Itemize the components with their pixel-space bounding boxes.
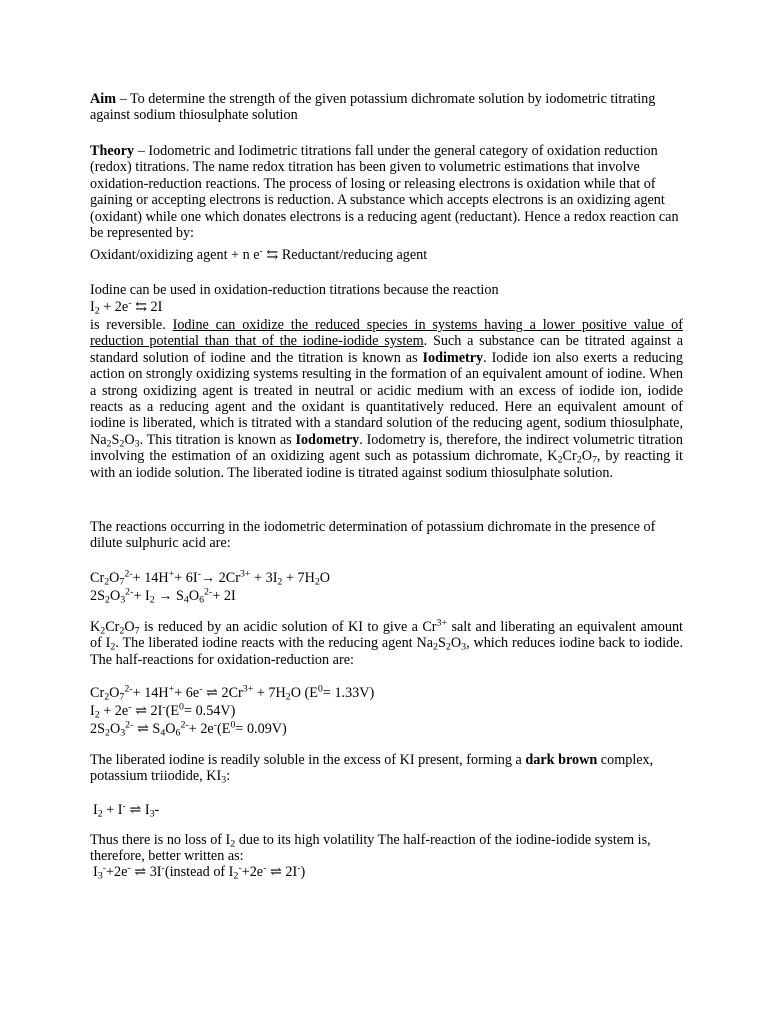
aim-text: – To determine the strength of the given potassium dichromate solution by iodometric titrating against sodium thiosulphate solution [90,91,656,124]
term-iodometry: Iodometry [295,431,360,448]
triiodide-paragraph: The liberated iodine is readily soluble in the excess of KI present, forming a dark brown complex, potassium triiodide, $KI_3$: [90,752,654,786]
half-reaction-thiosulphate: $2S_2O_3^{2-}$ ⇌ $S_4O_6^{2-}+ 2e^-(E^0= 0.09V)$ [90,719,287,739]
iodine-intro: Iodine can be used in oxidation-reduction titrations because the reaction [90,282,499,298]
volatility-paragraph: Thus there is no loss of $I_2$ due to its high volatility The half-reaction of the iodine-iodide system is, therefore, better written as: [90,832,651,865]
reaction-thiosulphate: $2S_2O_3^{2-}+ I_2 \to S_4O_6^{2-}+ 2I$ [90,586,236,606]
aim-paragraph [90,91,683,124]
reactions-block [90,569,683,605]
dichromate-reduction-paragraph: $K_2Cr_2O_7$ is reduced by an acidic solution of KI to give a $Cr^{3+}$ salt and liberating an equivalent amount of $I_2$. The liberated iodine reacts with the reducing agent $Na_2S_2O_3$, which reduces iodine back to iodide. The half-reactions for oxidation-reduction are: [90,617,683,668]
term-iodimetry: Iodimetry [422,349,484,366]
theory-text: – Iodometric and Iodimetric titrations fall under the general category of oxidation reduction (redox) titrations. The name redox titration has been given to volumetric estimations that involve oxidation-reduction reactions. The process of losing or releasing electrons is oxidation while that of gaining or accepting electrons is reduction. A substance which accepts electrons is an oxidizing agent (oxidant) while one which donates electrons is a reducing agent (reductant). Hence a redox reaction can be represented by: [90,143,679,242]
half-reaction-iodine: $I_2 + 2e^-$ ⇌ $2I^-(E^0= 0.54V)$ [90,701,236,721]
reaction-dichromate: $Cr_2O_7^{2-}+ 14H^++ 6I^-\to 2Cr^{3+} + 3I_2 + 7H_2O$ [90,568,331,588]
general-redox-equation: Oxidant/oxidizing agent + n e- ⇆ Reductant/reducing agent [90,245,428,263]
iodimetry-iodometry-paragraph: is reversible. Iodine can oxidize the reduced species in systems having a lower positive value of reduction potential than that of the iodine-iodide system. Such a substance can be titrated against a standard solution of iodine and the titration is known as Iodimetry. Iodide ion also exerts a reducing action on strongly oxidizing systems resulting in the formation of an equivalent amount of iodine. When a strong oxidizing agent is treated in neutral or acidic medium with an excess of iodide ion, iodide reacts as a reducing agent and the oxidant is quantitatively reduced. Here an equivalent amount of iodine is liberated, which is titrated with a standard solution of the reducing agent, sodium thiosulphate, $Na_2S_2O_3$. This titration is known as Iodometry. Iodometry is, therefore, the indirect volumetric titration involving the estimation of an oxidizing agent such as potassium dichromate, $K_2Cr_2O_7$, by reacting it with an iodide solution. The liberated iodine is titrated against sodium thiosulphate solution. [90,317,683,481]
dark-brown-emphasis: dark brown [525,752,598,768]
aim-label: Aim [90,91,117,107]
triiodide-equation: $I_2 + I^-$ ⇌ $I_3-$ [93,800,160,820]
half-reaction-dichromate: $Cr_2O_7^{2-}+ 14H^++ 6e^-$ ⇌ $2Cr^{3+} + 7H_2O$ $(E^0= 1.33V)$ [90,683,375,703]
theory-paragraph [90,143,683,241]
underlined-statement: Iodine can oxidize the reduced species in systems having a lower positive value of reduction potential than that of the iodine-iodide system [90,317,683,350]
half-reactions-block [90,684,683,738]
iodine-equation: $I_2 + 2e^-$ ⇆ 2I [90,297,163,317]
reactions-intro: The reactions occurring in the iodometric determination of potassium dichromate in the presence of dilute sulphuric acid are: [90,519,656,552]
theory-label: Theory [90,143,135,159]
final-triiodide-half-reaction: $I_3^-+2e^-$ ⇌ 3I-(instead of $I_2^-+2e^-$ ⇌ 2I-) [93,862,306,882]
